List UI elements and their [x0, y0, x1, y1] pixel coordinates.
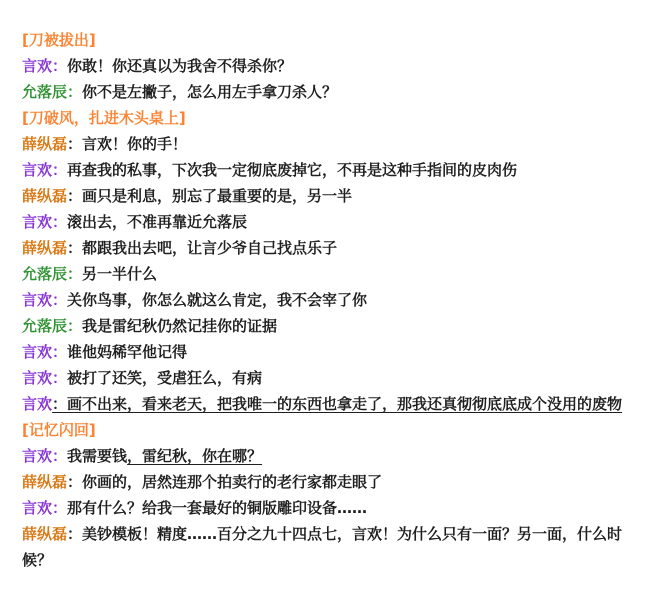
speaker-colon: ：: [52, 57, 68, 75]
speaker-name: 薛纵磊: [22, 135, 68, 153]
speaker-colon: ：: [67, 265, 83, 283]
dialogue-text: 画不出来，看来老天，把我唯一的东西也拿走了，那我还真彻彻底底成个没用的废物: [67, 395, 623, 413]
dialogue-line: [22, 521, 644, 573]
dialogue-text: 谁他妈稀罕他记得: [67, 343, 188, 361]
dialogue-line: [22, 235, 644, 261]
dialogue-text: 那有什么？给我一套最好的铜版雕印设备……: [67, 499, 368, 517]
dialogue-line: [22, 79, 644, 105]
speaker-name: 言欢: [22, 447, 53, 465]
speaker-name: 言欢: [22, 369, 53, 387]
speaker-colon: ：: [67, 473, 83, 491]
dialogue-line: [22, 261, 644, 287]
speaker-name: 言欢: [22, 343, 53, 361]
dialogue-line: [22, 209, 644, 235]
stage-direction-text: [记忆闪回]: [22, 421, 96, 439]
speaker-colon: ：: [52, 369, 68, 387]
speaker-name: 言欢: [22, 57, 53, 75]
dialogue-text: 我需要钱: [67, 447, 128, 465]
speaker-colon: ：: [52, 447, 68, 465]
dialogue-text: 都跟我出去吧，让言少爷自己找点乐子: [82, 239, 338, 257]
dialogue-list: [22, 27, 644, 573]
speaker-name: 薛纵磊: [22, 187, 68, 205]
speaker-colon: ：: [67, 525, 83, 543]
dialogue-line: [22, 443, 644, 469]
speaker-colon: ：: [67, 135, 83, 153]
stage-direction-line: [22, 27, 644, 53]
speaker-name: 言欢: [22, 395, 53, 413]
speaker-name: 允落辰: [22, 83, 68, 101]
speaker-colon: ：: [67, 317, 83, 335]
dialogue-line: [22, 313, 644, 339]
dialogue-line: [22, 157, 644, 183]
dialogue-text: 美钞模板！精度……百分之九十四点七，言欢！为什么只有一面？另一面，什么时候？: [22, 525, 623, 569]
dialogue-text: 言欢！你的手！: [82, 135, 188, 153]
speaker-colon: ：: [52, 161, 68, 179]
speaker-colon: ：: [67, 187, 83, 205]
speaker-name: 允落辰: [22, 265, 68, 283]
stage-direction-line: [22, 105, 644, 131]
speaker-name: 允落辰: [22, 317, 68, 335]
dialogue-text: 关你鸟事，你怎么就这么肯定，我不会宰了你: [67, 291, 368, 309]
dialogue-text: 滚出去，不准再靠近允落辰: [67, 213, 248, 231]
speaker-colon: ：: [52, 213, 68, 231]
dialogue-line: [22, 469, 644, 495]
speaker-colon: ：: [67, 239, 83, 257]
dialogue-line: [22, 339, 644, 365]
speaker-colon: ：: [67, 83, 83, 101]
speaker-colon: ：: [52, 395, 68, 413]
dialogue-line: [22, 183, 644, 209]
dialogue-line: [22, 365, 644, 391]
dialogue-line: [22, 287, 644, 313]
dialogue-text: 画只是利息，别忘了最重要的是，另一半: [82, 187, 353, 205]
speaker-colon: ：: [52, 499, 68, 517]
speaker-name: 薛纵磊: [22, 473, 68, 491]
dialogue-text: 你敢！你还真以为我舍不得杀你？: [67, 57, 293, 75]
stage-direction-line: [22, 417, 644, 443]
dialogue-text: 你不是左撇子，怎么用左手拿刀杀人？: [82, 83, 338, 101]
dialogue-line: [22, 53, 644, 79]
speaker-name: 言欢: [22, 291, 53, 309]
dialogue-text: 再查我的私事，下次我一定彻底废掉它，不再是这种手指间的皮肉伤: [67, 161, 518, 179]
speaker-name: 言欢: [22, 499, 53, 517]
dialogue-text: 你画的，居然连那个拍卖行的老行家都走眼了: [82, 473, 383, 491]
speaker-name: 薛纵磊: [22, 239, 68, 257]
speaker-colon: ：: [52, 291, 68, 309]
dialogue-line: [22, 391, 644, 417]
stage-direction-text: [刀被拔出]: [22, 31, 96, 49]
speaker-name: 言欢: [22, 161, 53, 179]
dialogue-line: [22, 495, 644, 521]
dialogue-line: [22, 131, 644, 157]
dialogue-text: ，雷纪秋，你在哪？: [127, 447, 263, 465]
dialogue-text: 我是雷纪秋仍然记挂你的证据: [82, 317, 278, 335]
dialogue-text: 另一半什么: [82, 265, 158, 283]
stage-direction-text: [刀破风，扎进木头桌上]: [22, 109, 186, 127]
dialogue-text: 被打了还笑，受虐狂么，有病: [67, 369, 263, 387]
speaker-name: 薛纵磊: [22, 525, 68, 543]
speaker-name: 言欢: [22, 213, 53, 231]
speaker-colon: ：: [52, 343, 68, 361]
